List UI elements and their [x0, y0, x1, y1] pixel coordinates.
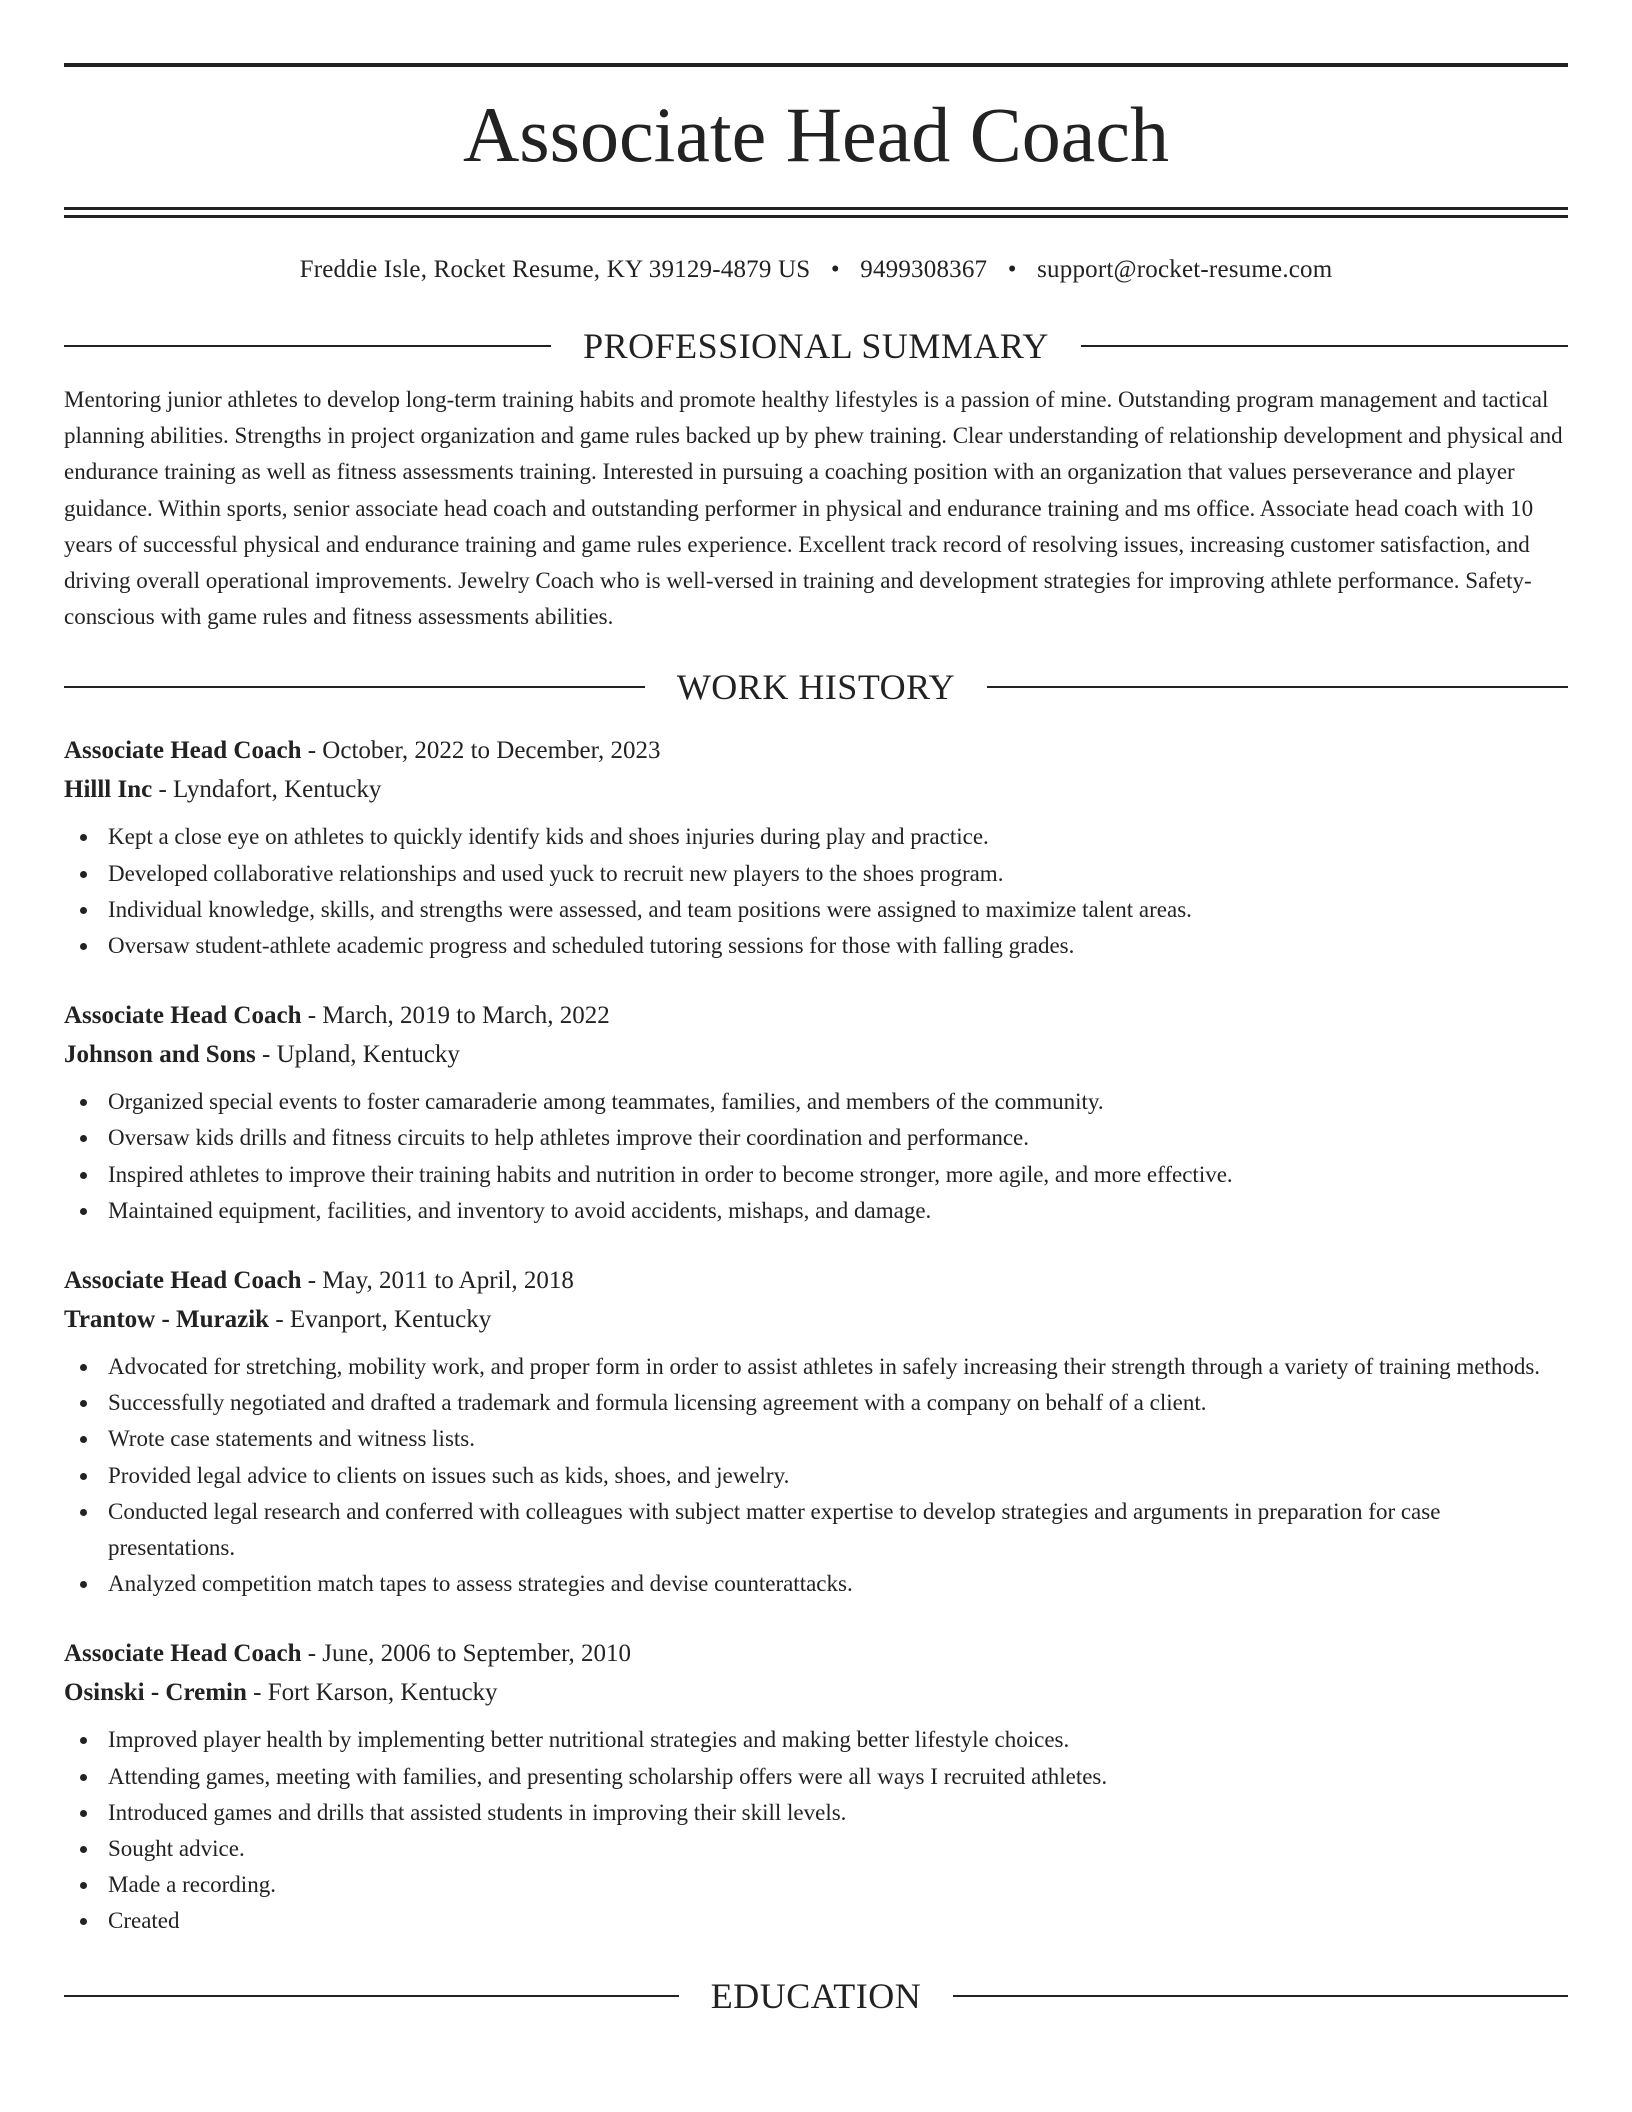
contact-line	[64, 254, 1568, 286]
bullet-dot	[80, 1473, 87, 1480]
job-entry	[64, 1261, 1568, 1602]
heading-rule-right	[987, 686, 1568, 688]
bullet-dot	[80, 1774, 87, 1781]
job-bullet: Created	[64, 1903, 1568, 1939]
job-title-line	[64, 996, 1568, 1035]
bullet-dot	[80, 1172, 87, 1179]
resume-page	[64, 0, 1568, 2018]
bullet-dot	[80, 1509, 87, 1516]
job-bullet: Oversaw kids drills and fitness circuits to help athletes improve their coordination and performance.	[64, 1120, 1568, 1156]
job-dates: - October, 2022 to December, 2023	[301, 737, 661, 765]
bullet-dot	[80, 871, 87, 878]
job-location: - Evanport, Kentucky	[269, 1306, 492, 1334]
bullet-dot	[80, 1581, 87, 1588]
title-double-rule	[64, 207, 1568, 218]
contact-phone: 9499308367	[860, 256, 988, 283]
contact-address: Freddie Isle, Rocket Resume, KY 39129-4879 US	[299, 256, 811, 283]
job-company-line	[64, 770, 1568, 809]
bullet-dot	[80, 943, 87, 950]
job-bullet: Analyzed competition match tapes to assess strategies and devise counterattacks.	[64, 1566, 1568, 1602]
heading-rule-left	[64, 1995, 679, 1997]
contact-separator: •	[1007, 256, 1017, 283]
job-company-line	[64, 1300, 1568, 1339]
job-title: Associate Head Coach	[64, 1640, 302, 1668]
bullet-dot	[80, 1208, 87, 1215]
job-bullet: Organized special events to foster camaraderie among teammates, families, and members of the community.	[64, 1084, 1568, 1120]
job-bullet: Advocated for stretching, mobility work, and proper form in order to assist athletes in safely increasing their strength through a variety of training methods.	[64, 1349, 1568, 1385]
bullet-dot	[80, 1737, 87, 1744]
job-company: Osinski - Cremin	[64, 1679, 247, 1707]
job-bullet: Inspired athletes to improve their training habits and nutrition in order to become stronger, more agile, and more effective.	[64, 1157, 1568, 1193]
job-company: Trantow - Murazik	[64, 1306, 270, 1334]
job-bullet: Wrote case statements and witness lists.	[64, 1421, 1568, 1457]
job-bullet: Provided legal advice to clients on issues such as kids, shoes, and jewelry.	[64, 1458, 1568, 1494]
bullet-dot	[80, 1099, 87, 1106]
education-section-heading	[64, 1974, 1568, 2018]
bullet-dot	[80, 1918, 87, 1925]
education-heading-label: EDUCATION	[710, 1975, 922, 2016]
job-location: - Upland, Kentucky	[255, 1041, 460, 1069]
heading-rule-right	[953, 1995, 1568, 1997]
job-bullets	[64, 1722, 1568, 1939]
job-bullet: Conducted legal research and conferred with colleagues with subject matter expertise to develop strategies and arguments in preparation for case presentations.	[64, 1494, 1568, 1566]
job-bullet: Kept a close eye on athletes to quickly identify kids and shoes injuries during play and practice.	[64, 819, 1568, 855]
job-bullet: Improved player health by implementing better nutritional strategies and making better lifestyle choices.	[64, 1722, 1568, 1758]
job-title: Associate Head Coach	[64, 737, 302, 765]
job-location: - Fort Karson, Kentucky	[246, 1679, 498, 1707]
job-title-line	[64, 731, 1568, 770]
summary-section-heading	[64, 324, 1568, 368]
job-bullet: Oversaw student-athlete academic progress and scheduled tutoring sessions for those with falling grades.	[64, 928, 1568, 964]
work-history-list	[64, 731, 1568, 1939]
summary-text: Mentoring junior athletes to develop long-term training habits and promote healthy lifestyles is a passion of mine. Outstanding program management and tactical planning abilities. Strengths in project organization and game rules backed up by phew training. Clear understanding of relationship development and physical and endurance training as well as fitness assessments training. Interested in pursuing a coaching position with an organization that values perseverance and player guidance. Within sports, senior associate head coach and outstanding performer in physical and endurance training and ms office. Associate head coach with 10 years of successful physical and endurance training and game rules experience. Excellent track record of resolving issues, increasing customer satisfaction, and driving overall operational improvements. Jewelry Coach who is well-versed in training and development strategies for improving athlete performance. Safety-conscious with game rules and fitness assessments abilities.	[64, 387, 1563, 630]
job-bullet: Individual knowledge, skills, and strengths were assessed, and team positions were assigned to maximize talent areas.	[64, 892, 1568, 928]
job-bullet: Sought advice.	[64, 1831, 1568, 1867]
bullet-dot	[80, 1436, 87, 1443]
job-entry	[64, 731, 1568, 964]
job-company: Hilll Inc	[64, 776, 153, 804]
job-dates: - May, 2011 to April, 2018	[301, 1267, 574, 1295]
job-bullets	[64, 1349, 1568, 1602]
job-company-line	[64, 1673, 1568, 1712]
job-bullet: Made a recording.	[64, 1867, 1568, 1903]
bullet-dot	[80, 1400, 87, 1407]
job-title: Associate Head Coach	[64, 1002, 302, 1030]
job-title-line	[64, 1634, 1568, 1673]
work-section-heading	[64, 665, 1568, 709]
bullet-dot	[80, 1135, 87, 1142]
summary-heading-label: PROFESSIONAL SUMMARY	[583, 326, 1049, 366]
resume-title: Associate Head Coach	[462, 91, 1170, 178]
job-bullets	[64, 1084, 1568, 1229]
bullet-dot	[80, 1882, 87, 1889]
job-location: - Lyndafort, Kentucky	[152, 776, 382, 804]
job-bullet: Maintained equipment, facilities, and inventory to avoid accidents, mishaps, and damage.	[64, 1193, 1568, 1229]
job-title: Associate Head Coach	[64, 1267, 302, 1295]
job-bullet: Developed collaborative relationships and used yuck to recruit new players to the shoes program.	[64, 856, 1568, 892]
job-company: Johnson and Sons	[64, 1041, 256, 1069]
bullet-dot	[80, 1364, 87, 1371]
contact-email: support@rocket-resume.com	[1037, 256, 1333, 283]
job-title-line	[64, 1261, 1568, 1300]
job-bullet: Attending games, meeting with families, and presenting scholarship offers were all ways I recruited athletes.	[64, 1759, 1568, 1795]
bullet-dot	[80, 1810, 87, 1817]
bullet-dot	[80, 907, 87, 914]
job-entry	[64, 1634, 1568, 1939]
heading-rule-left	[64, 345, 551, 347]
job-company-line	[64, 1035, 1568, 1074]
work-heading-label: WORK HISTORY	[676, 667, 956, 708]
contact-separator: •	[830, 256, 840, 283]
bullet-dot	[80, 1846, 87, 1853]
job-dates: - March, 2019 to March, 2022	[301, 1002, 610, 1030]
bullet-dot	[80, 834, 87, 841]
job-dates: - June, 2006 to September, 2010	[301, 1640, 631, 1668]
job-entry	[64, 996, 1568, 1229]
heading-rule-left	[64, 686, 645, 688]
job-bullets	[64, 819, 1568, 964]
job-bullet: Introduced games and drills that assisted students in improving their skill levels.	[64, 1795, 1568, 1831]
heading-rule-right	[1081, 345, 1568, 347]
job-bullet: Successfully negotiated and drafted a trademark and formula licensing agreement with a company on behalf of a client.	[64, 1385, 1568, 1421]
